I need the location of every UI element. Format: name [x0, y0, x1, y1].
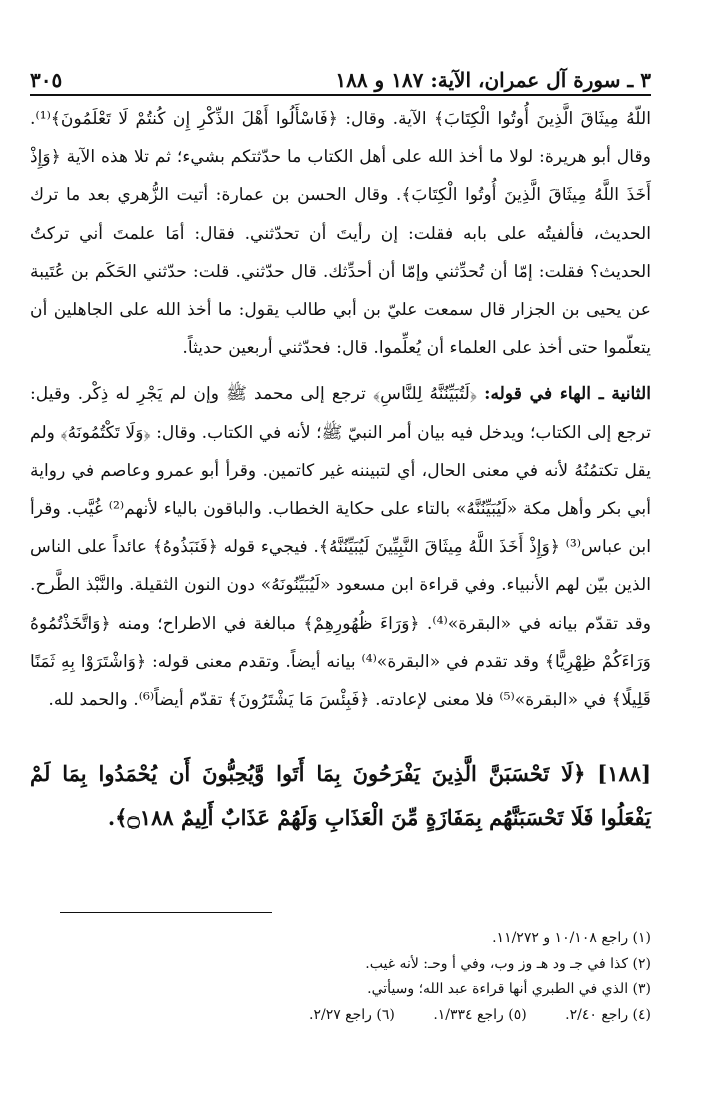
- footnotes: [30, 926, 651, 1028]
- paragraph-second: [30, 375, 651, 719]
- footnote-2: (٢) كذا في جـ ود هـ وز وب، وفي أ وحـ: لأنه غيب.: [365, 955, 651, 972]
- paragraph-first: اللّهُ مِيثَاقَ الَّذِينَ أُوتُوا الْكِتَابَ﴾ الآية. وقال: ﴿فَاسْأَلُوا أَهْلَ الذِّكْرِ إِن كُنتُمْ لَا تَعْلَمُونَ﴾⁽¹⁾. وقال أبو هريرة: لولا ما أخذ الله على أهل الكتاب ما حدّثتكم بشيء؛ ثم تلا هذه الآية ﴿وَإِذْ أَخَذَ اللَّهُ مِيثَاقَ الَّذِينَ أُوتُوا الْكِتَابَ﴾. وقال الحسن بن عمارة: أتيت الزُّهري بعد ما ترك الحديث، فألفيتُه على بابه فقلت: إن رأيتَ أن تحدّثني. فقال: أمَا علمتَ أني تركتُ الحديث؟ فقلت: إمّا أن تُحدِّثني وإمّا أن أحدِّثك. قال حدّثني. قلت: حدّثني الحَكَم بن عُتَيبة عن يحيى بن الجزار قال سمعت عليّ بن أبي طالب يقول: ما أخذ الله على الجاهلين أن يتعلّموا حتى أخذ على العلماء أن يُعلِّموا. قال: فحدّثني أربعين حديثاً.: [30, 109, 651, 359]
- footnote-row: [30, 1003, 651, 1029]
- footnote-separator: [60, 912, 272, 913]
- commentary-body: [30, 100, 651, 719]
- verse-number: [١٨٨]: [597, 761, 651, 786]
- page-header: [30, 62, 651, 92]
- verse-text: ﴿لَا تَحْسَبَنَّ الَّذِينَ يَفْرَحُونَ بِمَا أَتَوا وَّيُحِبُّونَ أَن يُحْمَدُوا بِمَا لَمْ يَفْعَلُوا فَلَا تَحْسَبَنَّهُم بِمَفَازَةٍ مِّنَ الْعَذَابِ وَلَهُمْ عَذَابٌ أَلِيمٌ ۝١٨٨﴾.: [30, 761, 651, 830]
- footnote-6: (٦) راجع ٢/٢٧.: [309, 1006, 395, 1023]
- page-number: ٣٠٥: [30, 68, 63, 92]
- footnote-3: (٣) الذي في الطبري أنها قراءة عبد الله؛ وسيأتي.: [367, 981, 651, 997]
- quran-verse: [30, 752, 651, 840]
- running-title: ٣ ـ سورة آل عمران، الآية: ١٨٧ و ١٨٨: [335, 68, 651, 92]
- footnote-1: (١) راجع ١٠/١٠٨ و ١١/٢٧٢.: [492, 930, 651, 946]
- header-rule: [30, 94, 651, 96]
- footnote-4: (٤) راجع ٢/٤٠.: [565, 1006, 651, 1023]
- footnote-5: (٥) راجع ١/٣٣٤.: [433, 1006, 527, 1023]
- paragraph-lead: الثانية ـ الهاء في قوله:: [484, 384, 651, 405]
- paragraph-second-text: ﴿لَتُبَيِّنُنَّهُ لِلنَّاسِ﴾ ترجع إلى محمد ﷺ وإن لم يَجْرِ له ذِكْر. وقيل: ترجع إلى الكتاب؛ ويدخل فيه بيان أمر النبيّ ﷺ؛ لأنه في الكتاب. وقال: ﴿وَلَا تَكْتُمُونَهُ﴾ ولم يقل تكتمُنُهُ لأنه في معنى الحال، أي لتبيننه غير كاتمين. وقرأ أبو عمرو وعاصم في رواية أبي بكر وأهل مكة «لَيُبَيِّنُنَّهُ» بالتاء على حكاية الخطاب. والباقون بالياء لأنهم⁽²⁾ غُيَّب. وقرأ ابن عباس⁽³⁾ ﴿وَإِذْ أَخَذَ اللَّهُ مِيثَاقَ النَّبِيِّينَ لَيُبَيِّنُنَّهُ﴾. فيجيء قوله ﴿فَنَبَذُوهُ﴾ عائداً على الناس الذين بيّن لهم الأنبياء. وفي قراءة ابن مسعود «لَيُبَيِّنُونَهُ» دون النون الثقيلة. والنَّبْذ الطَّرح. وقد تقدّم بيانه في «البقرة»⁽⁴⁾. ﴿وَرَاءَ ظُهُورِهِمْ﴾ مبالغة في الاطراح؛ ومنه ﴿وَاتَّخَذْتُمُوهُ وَرَاءَكُمْ ظِهْرِيًّا﴾ وقد تقدم في «البقرة»⁽⁴⁾ بيانه أيضاً. وتقدم معنى قوله: ﴿وَاشْتَرَوْا بِهِ ثَمَنًا قَلِيلًا﴾ في «البقرة»⁽⁵⁾ فلا معنى لإعادته. ﴿فَبِئْسَ مَا يَشْتَرُونَ﴾ تقدّم أيضاً⁽⁶⁾. والحمد لله.: [30, 384, 652, 711]
